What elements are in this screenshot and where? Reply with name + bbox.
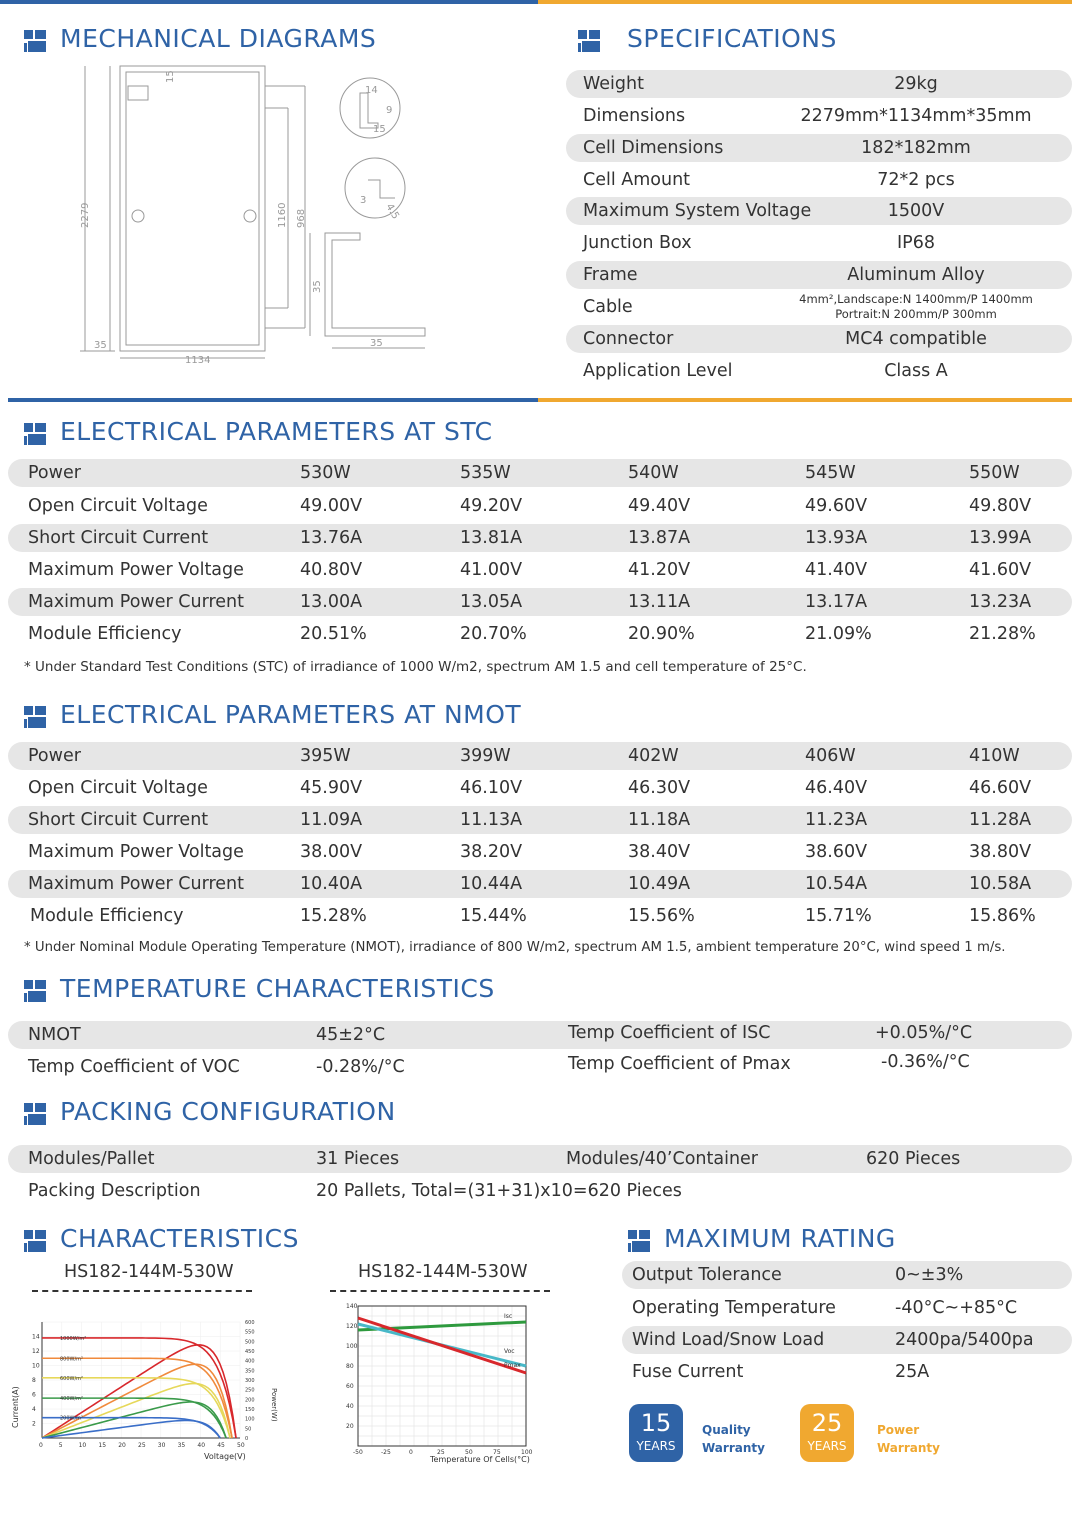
dim-frame: 35 (370, 338, 383, 349)
spec-value: IP68 (897, 233, 935, 253)
stc-row-label: Module Efficiency (28, 624, 182, 644)
chart1-title: HS182-144M-530W (64, 1262, 234, 1282)
detail-b: 15 (373, 124, 386, 135)
nmot-row-shade (8, 742, 1072, 770)
dim-height: 2279 (80, 202, 91, 228)
nmot-cell: 15.71% (805, 906, 872, 926)
packing-label: Packing Description (28, 1181, 201, 1201)
spec-value: 1500V (887, 201, 945, 221)
chart1-y-tick: 12 (32, 1348, 40, 1355)
chart2-series-label: Isc (504, 1313, 513, 1320)
chart1-y2label: Power(W) (270, 1388, 278, 1422)
stc-row-label: Maximum Power Current (28, 592, 244, 612)
detail-a: 14 (365, 85, 378, 96)
chart1-xlabel: Voltage(V) (204, 1452, 246, 1461)
chart1-y-tick: 6 (32, 1391, 36, 1399)
chart1-x-tick: 15 (98, 1442, 107, 1449)
nmot-cell: 15.44% (460, 906, 527, 926)
stc-cell: 13.87A (628, 528, 691, 548)
nmot-row-label: Short Circuit Current (28, 810, 209, 830)
stc-row-label: Power (28, 463, 81, 483)
quality-warranty-unit: YEARS (636, 1439, 676, 1453)
stc-cell: 530W (300, 463, 351, 483)
spec-value: 2279mm*1134mm*35mm (800, 106, 1032, 126)
nmot-cell: 38.80V (969, 842, 1032, 862)
stc-cell: 49.80V (969, 496, 1032, 516)
stc-cell: 49.20V (460, 496, 523, 516)
chart1-x-tick: 25 (138, 1442, 146, 1449)
stc-cell: 540W (628, 463, 679, 483)
chart1-y-tick: 14 (32, 1333, 40, 1341)
dim-mount: 35 (312, 280, 323, 293)
chart1-legend-label: 600W/m² (60, 1375, 84, 1382)
nmot-row-label: Maximum Power Voltage (28, 842, 244, 862)
stc-cell: 21.09% (805, 624, 872, 644)
nmot-cell: 399W (460, 746, 511, 766)
chart1-x-tick: 30 (157, 1442, 166, 1449)
nmot-cell: 10.54A (805, 874, 868, 894)
section-title-nmot: ELECTRICAL PARAMETERS AT NMOT (60, 700, 522, 729)
section-title-characteristics: CHARACTERISTICS (60, 1224, 299, 1253)
nmot-cell: 11.09A (300, 810, 363, 830)
spec-value: Aluminum Alloy (847, 265, 985, 285)
dim-side: 35 (94, 340, 107, 351)
chart1-y2-tick: 300 (245, 1378, 255, 1384)
quality-warranty-badge (629, 1404, 683, 1462)
chart1-x-tick: 10 (78, 1442, 87, 1449)
stc-cell: 13.23A (969, 592, 1032, 612)
stc-cell: 13.93A (805, 528, 868, 548)
chart1-y-tick: 10 (32, 1362, 40, 1370)
packing-value: 31 Pieces (316, 1149, 400, 1169)
nmot-note: * Under Nominal Module Operating Temperature (NMOT), irradiance of 800 W/m2, spectrum AM 1.5, ambient temperature 20°C, wind speed 1 m/s. (24, 940, 1006, 955)
chart1-legend-label: 200W/m² (60, 1415, 84, 1422)
nmot-cell: 38.40V (628, 842, 691, 862)
quality-warranty-line1: Quality (702, 1423, 751, 1437)
stc-row-label: Open Circuit Voltage (28, 496, 208, 516)
spec-label: Cell Dimensions (583, 138, 724, 158)
temp-label: Temp Coefficient of Pmax (568, 1054, 791, 1074)
chart1-x-tick: 5 (58, 1442, 63, 1449)
nmot-row-label: Module Efficiency (30, 906, 184, 926)
rating-label: Output Tolerance (632, 1265, 782, 1285)
nmot-row-label: Open Circuit Voltage (28, 778, 208, 798)
dim-inner: 1160 (277, 202, 288, 228)
stc-cell: 49.00V (300, 496, 363, 516)
chart1-y2-tick: 550 (245, 1329, 255, 1336)
section-title-temperature: TEMPERATURE CHARACTERISTICS (60, 974, 495, 1003)
section-icon (628, 1230, 650, 1252)
rating-value: -40°C~+85°C (895, 1298, 1018, 1318)
packing-label: Modules/Pallet (28, 1149, 155, 1169)
stc-cell: 21.28% (969, 624, 1036, 644)
stc-cell: 20.90% (628, 624, 695, 644)
nmot-row-label: Maximum Power Current (28, 874, 244, 894)
chart2-x-tick: 75 (493, 1449, 501, 1456)
nmot-cell: 10.58A (969, 874, 1032, 894)
stc-cell: 13.05A (460, 592, 523, 612)
chart1-y-tick: 8 (32, 1377, 36, 1384)
chart1-pv-series-line (42, 1420, 220, 1438)
chart1-dashes (32, 1290, 252, 1292)
nmot-cell: 46.10V (460, 778, 523, 798)
stc-cell: 13.76A (300, 528, 363, 548)
spec-label: Junction Box (583, 233, 692, 253)
mechanical-diagram (70, 58, 440, 368)
spec-label: Maximum System Voltage (583, 201, 812, 221)
chart2-series-label: Voc (504, 1348, 515, 1355)
stc-cell: 13.99A (969, 528, 1032, 548)
spec-label: Cell Amount (583, 170, 691, 190)
temp-label: Temp Coefficient of ISC (568, 1023, 771, 1043)
chart2-x-tick: 0 (409, 1449, 413, 1456)
spec-label: Connector (583, 329, 674, 349)
chart2-y-tick: 20 (346, 1423, 354, 1430)
nmot-cell: 46.60V (969, 778, 1032, 798)
spec-value-cable-line2: Portrait:N 200mm/P 300mm (835, 307, 997, 321)
chart1-ylabel: Current(A) (11, 1386, 20, 1428)
chart1-y2-tick: 0 (245, 1436, 249, 1442)
chart1-x-tick: 45 (217, 1442, 225, 1449)
chart1-y-tick: 4 (32, 1406, 36, 1413)
section-title-packing: PACKING CONFIGURATION (60, 1097, 396, 1126)
chart2-y-tick: 60 (346, 1383, 354, 1390)
temp-value: +0.05%/°C (875, 1023, 973, 1043)
section-icon (24, 1103, 46, 1125)
packing-value: 20 Pallets, Total=(31+31)x10=620 Pieces (316, 1181, 682, 1201)
power-warranty-line1: Power (877, 1423, 920, 1437)
iv-curve-chart (10, 1318, 280, 1468)
stc-row-shade (8, 459, 1072, 487)
stc-cell: 13.11A (628, 592, 691, 612)
nmot-cell: 15.86% (969, 906, 1036, 926)
section-icon (24, 423, 46, 445)
stc-cell: 545W (805, 463, 856, 483)
stc-cell: 13.81A (460, 528, 523, 548)
chart1-x-tick: 50 (237, 1442, 245, 1449)
nmot-cell: 38.00V (300, 842, 363, 862)
chart1-x-tick: 40 (197, 1442, 206, 1449)
section-title-max-rating: MAXIMUM RATING (664, 1224, 896, 1253)
chart1-y2-tick: 100 (245, 1416, 255, 1423)
quality-warranty-line2: Warranty (702, 1441, 765, 1455)
chart1-y-tick: 2 (32, 1420, 36, 1428)
power-warranty-years: 25 (811, 1409, 843, 1437)
dim-top: 15 (165, 70, 176, 83)
nmot-cell: 38.20V (460, 842, 523, 862)
rating-value: 2400pa/5400pa (895, 1330, 1034, 1350)
spec-value: Class A (884, 361, 948, 381)
stc-cell: 20.51% (300, 624, 367, 644)
divider-line-blue (8, 398, 538, 402)
packing-label: Modules/40’Container (566, 1149, 758, 1169)
spec-value: MC4 compatible (845, 329, 987, 349)
stc-cell: 41.60V (969, 560, 1032, 580)
stc-cell: 41.00V (460, 560, 523, 580)
spec-label: Cable (583, 297, 633, 317)
chart1-iv-series-line (42, 1375, 230, 1438)
divider-line-orange (538, 398, 1072, 402)
chart2-y-tick: 40 (346, 1403, 354, 1410)
spec-label: Frame (583, 265, 638, 285)
nmot-cell: 15.28% (300, 906, 367, 926)
detail-c: 9 (386, 105, 393, 116)
chart1-y2-tick: 350 (245, 1368, 255, 1375)
stc-cell: 13.00A (300, 592, 363, 612)
rating-value: 25A (895, 1362, 930, 1382)
chart1-x-tick: 0 (39, 1442, 43, 1449)
dim-inner2: 968 (296, 208, 307, 228)
spec-value: 72*2 pcs (877, 170, 955, 190)
stc-row-label: Maximum Power Voltage (28, 560, 244, 580)
chart2-x-tick: 25 (437, 1449, 445, 1456)
nmot-cell: 38.60V (805, 842, 868, 862)
chart1-legend-label: 400W/m² (60, 1396, 84, 1403)
temp-label: Temp Coefficient of VOC (28, 1057, 240, 1077)
section-title-specifications: SPECIFICATIONS (627, 24, 837, 53)
top-line-blue (0, 0, 538, 4)
spec-value: 182*182mm (861, 138, 971, 158)
top-line-orange (538, 0, 1072, 4)
power-warranty-badge (800, 1404, 854, 1462)
chart2-y-tick: 120 (346, 1323, 358, 1330)
stc-cell: 550W (969, 463, 1020, 483)
dim-width: 1134 (185, 355, 211, 366)
chart2-y-tick: 100 (346, 1343, 358, 1350)
rating-label: Fuse Current (632, 1362, 744, 1382)
chart2-x-tick: -25 (381, 1449, 391, 1456)
detail-d: 4.5 (383, 202, 401, 222)
section-title-stc: ELECTRICAL PARAMETERS AT STC (60, 417, 493, 446)
nmot-cell: 15.56% (628, 906, 695, 926)
packing-value: 620 Pieces (866, 1149, 961, 1169)
power-warranty-line2: Warranty (877, 1441, 940, 1455)
quality-warranty-years: 15 (640, 1409, 672, 1437)
detail-e: 3 (360, 195, 367, 206)
chart1-y2-tick: 600 (245, 1320, 255, 1326)
rating-label: Wind Load/Snow Load (632, 1330, 825, 1350)
section-icon (24, 706, 46, 728)
spec-value: 29kg (894, 74, 938, 94)
rating-value: 0~±3% (895, 1265, 964, 1285)
spec-label: Application Level (583, 361, 733, 381)
chart1-y2-tick: 200 (245, 1397, 255, 1404)
stc-cell: 41.40V (805, 560, 868, 580)
stc-cell: 13.17A (805, 592, 868, 612)
chart1-y2-tick: 250 (245, 1387, 255, 1394)
spec-label: Dimensions (583, 106, 686, 126)
nmot-cell: 406W (805, 746, 856, 766)
nmot-cell: 11.13A (460, 810, 523, 830)
temp-value: -0.36%/°C (881, 1052, 970, 1072)
nmot-cell: 11.18A (628, 810, 691, 830)
stc-note: * Under Standard Test Conditions (STC) of irradiance of 1000 W/m2, spectrum AM 1.5 and cell temperature of 25°C. (24, 659, 807, 675)
chart2-series-label: Pmax (504, 1362, 521, 1369)
stc-cell: 49.60V (805, 496, 868, 516)
chart1-x-tick: 20 (118, 1442, 126, 1449)
nmot-cell: 46.30V (628, 778, 691, 798)
stc-cell: 40.80V (300, 560, 363, 580)
nmot-cell: 10.40A (300, 874, 363, 894)
chart2-title: HS182-144M-530W (358, 1262, 528, 1282)
chart1-y2-tick: 500 (245, 1339, 255, 1346)
temp-value: -0.28%/°C (316, 1057, 405, 1077)
spec-label: Weight (583, 74, 644, 94)
nmot-cell: 46.40V (805, 778, 868, 798)
power-warranty-unit: YEARS (807, 1439, 847, 1453)
section-title-mechanical: MECHANICAL DIAGRAMS (60, 24, 377, 53)
nmot-cell: 410W (969, 746, 1020, 766)
section-icon (24, 980, 46, 1002)
section-icon (24, 30, 46, 52)
nmot-cell: 11.28A (969, 810, 1032, 830)
stc-cell: 535W (460, 463, 511, 483)
stc-cell: 20.70% (460, 624, 527, 644)
chart2-x-tick: 50 (465, 1449, 473, 1456)
chart1-y2-tick: 50 (245, 1426, 252, 1433)
chart1-legend-label: 1000W/m² (60, 1335, 87, 1342)
temperature-chart (330, 1298, 550, 1468)
nmot-cell: 10.49A (628, 874, 691, 894)
spec-value-cable-line1: 4mm²,Landscape:N 1400mm/P 1400mm (799, 292, 1033, 306)
section-icon (24, 1230, 46, 1252)
chart1-legend-label: 800W/m² (60, 1356, 84, 1363)
nmot-cell: 395W (300, 746, 351, 766)
chart1-x-tick: 35 (177, 1442, 186, 1449)
stc-row-label: Short Circuit Current (28, 528, 209, 548)
stc-cell: 41.20V (628, 560, 691, 580)
chart1-y2-tick: 400 (245, 1358, 255, 1365)
chart2-y-tick: 80 (346, 1363, 354, 1370)
chart2-x-tick: 100 (521, 1449, 533, 1456)
nmot-cell: 45.90V (300, 778, 363, 798)
chart2-dashes (330, 1290, 550, 1292)
chart1-y2-tick: 450 (245, 1349, 255, 1355)
chart1-y2-tick: 150 (245, 1407, 255, 1413)
rating-label: Operating Temperature (632, 1298, 836, 1318)
nmot-cell: 402W (628, 746, 679, 766)
temp-label: NMOT (28, 1025, 81, 1045)
nmot-row-label: Power (28, 746, 81, 766)
stc-cell: 49.40V (628, 496, 691, 516)
temp-value: 45±2°C (316, 1025, 386, 1045)
nmot-cell: 11.23A (805, 810, 868, 830)
chart2-xlabel: Temperature Of Cells(°C) (430, 1455, 530, 1464)
nmot-cell: 10.44A (460, 874, 523, 894)
section-icon (578, 30, 600, 52)
chart2-x-tick: -50 (353, 1449, 363, 1456)
chart2-y-tick: 140 (346, 1303, 358, 1310)
